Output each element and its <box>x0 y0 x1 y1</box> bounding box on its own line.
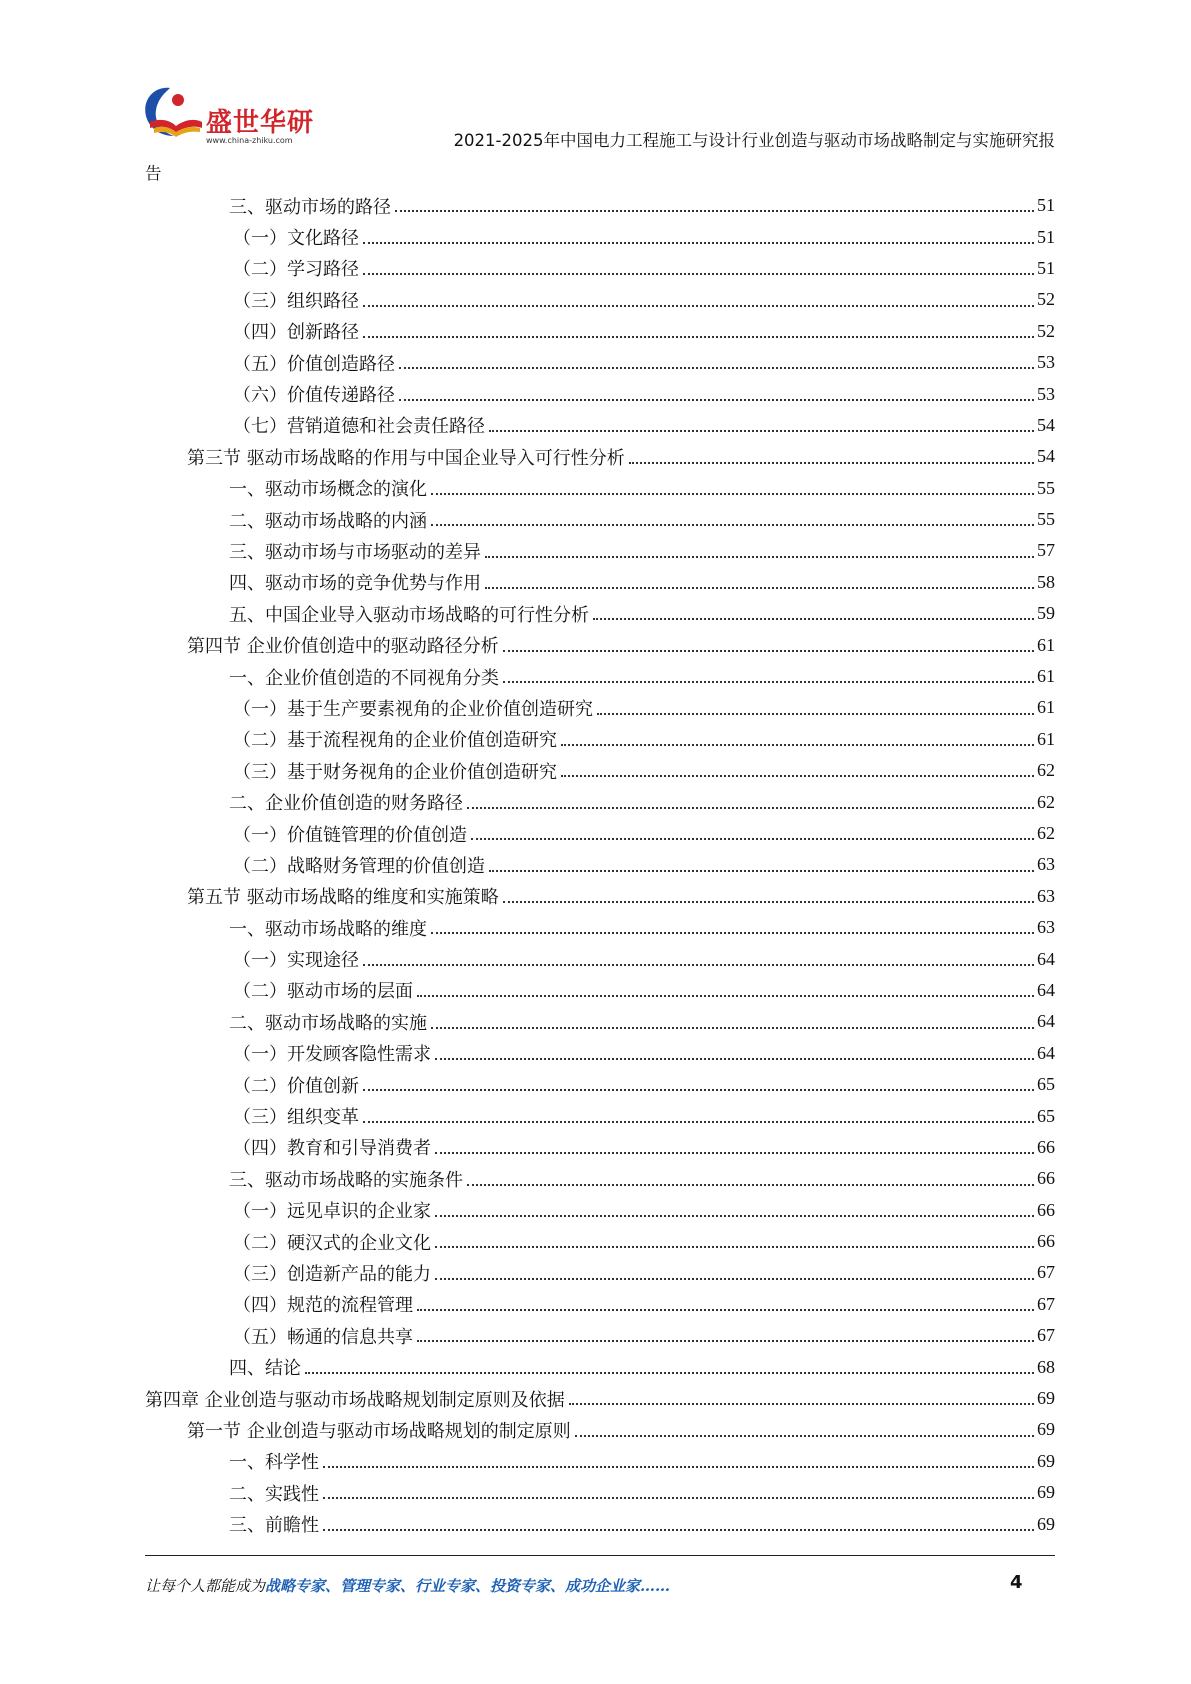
toc-dot-leader <box>435 1151 1034 1154</box>
toc-entry[interactable] <box>145 441 1055 472</box>
toc-entry-title: 三、前瞻性 <box>229 1515 319 1537</box>
toc-entry-title: 四、驱动市场的竞争优势与作用 <box>229 573 481 595</box>
toc-dot-leader <box>435 1245 1034 1248</box>
toc-entry-page: 65 <box>1037 1074 1055 1095</box>
toc-entry-page: 53 <box>1037 383 1055 404</box>
toc-dot-leader <box>435 1277 1034 1280</box>
toc-entry[interactable] <box>145 1226 1055 1257</box>
toc-dot-leader <box>363 335 1034 338</box>
toc-entry-page: 64 <box>1037 948 1055 969</box>
toc-entry-page: 64 <box>1037 1011 1055 1032</box>
toc-entry-title: （一）基于生产要素视角的企业价值创造研究 <box>233 698 593 720</box>
toc-entry-page: 68 <box>1037 1356 1055 1377</box>
toc-entry-title: （二）战略财务管理的价值创造 <box>233 855 485 877</box>
toc-entry-page: 62 <box>1037 823 1055 843</box>
toc-entry[interactable] <box>145 692 1055 723</box>
toc-entry[interactable] <box>145 629 1055 660</box>
report-title <box>145 124 1055 190</box>
toc-entry-page: 64 <box>1037 979 1055 1000</box>
toc-entry-title: 一、科学性 <box>229 1452 319 1474</box>
report-title-line1: 2021-2025年中国电力工程施工与设计行业创造与驱动市场战略制定与实施研究报 <box>453 131 1055 150</box>
toc-entry[interactable] <box>145 473 1055 504</box>
toc-entry-page: 52 <box>1037 289 1055 310</box>
toc-entry-title: （一）远见卓识的企业家 <box>233 1201 431 1223</box>
toc-entry-title: （二）基于流程视角的企业价值创造研究 <box>233 730 557 752</box>
toc-entry[interactable] <box>145 1414 1055 1445</box>
toc-entry[interactable] <box>145 1132 1055 1163</box>
toc-entry-title: 第三节 驱动市场战略的作用与中国企业导入可行性分析 <box>187 447 625 469</box>
toc-entry-title: （四）规范的流程管理 <box>233 1295 413 1317</box>
toc-entry[interactable] <box>145 316 1055 347</box>
toc-entry-title: 第五节 驱动市场战略的维度和实施策略 <box>187 887 499 909</box>
toc-dot-leader <box>593 617 1034 620</box>
toc-entry-title: 第一节 企业创造与驱动市场战略规划的制定原则 <box>187 1420 571 1442</box>
toc-entry-page: 52 <box>1037 320 1055 341</box>
toc-entry-page: 61 <box>1037 728 1055 749</box>
toc-entry[interactable] <box>145 912 1055 943</box>
toc-entry-title: 二、实践性 <box>229 1483 319 1505</box>
toc-dot-leader <box>503 680 1034 683</box>
toc-entry-page: 63 <box>1037 917 1055 938</box>
toc-dot-leader <box>417 1339 1034 1342</box>
toc-entry-page: 54 <box>1037 446 1055 467</box>
toc-entry-title: （二）价值创新 <box>233 1075 359 1097</box>
toc-dot-leader <box>485 586 1034 589</box>
toc-entry[interactable] <box>145 1195 1055 1226</box>
toc-dot-leader <box>431 492 1034 495</box>
footer-slogan <box>145 1575 670 1596</box>
toc-dot-leader <box>467 1183 1034 1186</box>
toc-dot-leader <box>489 429 1034 432</box>
toc-entry-title: （三）组织变革 <box>233 1107 359 1129</box>
toc-entry-page: 62 <box>1037 791 1055 812</box>
toc-dot-leader <box>597 712 1034 715</box>
toc-entry-page: 66 <box>1037 1231 1055 1252</box>
toc-entry[interactable] <box>145 755 1055 786</box>
toc-entry-title: （四）教育和引导消费者 <box>233 1138 431 1160</box>
toc-entry-page: 61 <box>1037 634 1055 655</box>
toc-entry-title: （六）价值传递路径 <box>233 385 395 407</box>
toc-entry-title: （二）学习路径 <box>233 259 359 281</box>
toc-dot-leader <box>417 994 1034 997</box>
toc-entry-title: 一、驱动市场概念的演化 <box>229 479 427 501</box>
toc-entry-title: 第四节 企业价值创造中的驱动路径分析 <box>187 636 499 658</box>
toc-entry-title: 三、驱动市场的路径 <box>229 196 391 218</box>
toc-entry[interactable] <box>145 1257 1055 1288</box>
toc-dot-leader <box>561 774 1034 777</box>
toc-entry[interactable] <box>145 724 1055 755</box>
toc-dot-leader <box>323 1496 1034 1499</box>
toc-entry-page: 66 <box>1037 1136 1055 1157</box>
logo-name: 盛世华研 <box>206 108 315 138</box>
toc-entry[interactable] <box>145 567 1055 598</box>
toc-entry[interactable] <box>145 1446 1055 1477</box>
toc-dot-leader <box>561 743 1034 746</box>
footer-divider <box>145 1555 1055 1556</box>
toc-entry[interactable] <box>145 1289 1055 1320</box>
toc-entry-page: 55 <box>1037 509 1055 530</box>
toc-entry-page: 69 <box>1037 1388 1055 1409</box>
toc-dot-leader <box>395 209 1034 212</box>
toc-entry-page: 69 <box>1037 1513 1055 1534</box>
toc-entry[interactable] <box>145 535 1055 566</box>
toc-entry[interactable] <box>145 1383 1055 1414</box>
toc-entry[interactable] <box>145 378 1055 409</box>
toc-dot-leader <box>503 649 1034 652</box>
toc-entry[interactable] <box>145 347 1055 378</box>
toc-entry[interactable] <box>145 190 1055 221</box>
toc-entry[interactable] <box>145 1477 1055 1508</box>
toc-dot-leader <box>431 931 1034 934</box>
toc-entry-page: 51 <box>1037 257 1055 278</box>
toc-entry-page: 65 <box>1037 1105 1055 1126</box>
toc-entry[interactable] <box>145 221 1055 252</box>
toc-entry-page: 67 <box>1037 1325 1055 1346</box>
toc-entry[interactable] <box>145 975 1055 1006</box>
toc-dot-leader <box>485 555 1034 558</box>
toc-entry[interactable] <box>145 1038 1055 1069</box>
toc-entry-page: 51 <box>1037 226 1055 247</box>
toc-dot-leader <box>363 272 1034 275</box>
toc-entry-title: （一）价值链管理的价值创造 <box>233 824 467 846</box>
toc-dot-leader <box>431 523 1034 526</box>
toc-dot-leader <box>305 1371 1034 1374</box>
toc-entry[interactable] <box>145 1006 1055 1037</box>
toc-entry-page: 51 <box>1037 195 1055 216</box>
page-number: 4 <box>1010 1572 1023 1593</box>
toc-entry-page: 66 <box>1037 1199 1055 1220</box>
toc-entry-page: 63 <box>1037 854 1055 875</box>
toc-dot-leader <box>435 1057 1034 1060</box>
toc-entry-title: 一、驱动市场战略的维度 <box>229 918 427 940</box>
toc-dot-leader <box>629 461 1034 464</box>
toc-entry[interactable] <box>145 410 1055 441</box>
toc-dot-leader <box>363 1120 1034 1123</box>
toc-entry-title: （三）创造新产品的能力 <box>233 1263 431 1285</box>
toc-entry-page: 59 <box>1037 603 1055 624</box>
toc-entry[interactable] <box>145 943 1055 974</box>
toc-entry[interactable] <box>145 786 1055 817</box>
toc-dot-leader <box>363 963 1034 966</box>
toc-dot-leader <box>431 1026 1034 1029</box>
toc-entry[interactable] <box>145 1351 1055 1382</box>
toc-dot-leader <box>363 1088 1034 1091</box>
toc-entry[interactable] <box>145 881 1055 912</box>
toc-dot-leader <box>503 900 1034 903</box>
toc-entry[interactable] <box>145 598 1055 629</box>
toc-entry-page: 69 <box>1037 1419 1055 1440</box>
toc-entry-title: 二、驱动市场战略的内涵 <box>229 510 427 532</box>
toc-entry[interactable] <box>145 1100 1055 1131</box>
toc-entry-page: 53 <box>1037 352 1055 373</box>
toc-entry-page: 64 <box>1037 1042 1055 1063</box>
footer-slogan-prefix: 让每个人都能成为 <box>145 1577 266 1595</box>
toc-entry-title: 一、企业价值创造的不同视角分类 <box>229 667 499 689</box>
toc-entry-title: （一）实现途径 <box>233 950 359 972</box>
toc-entry-page: 54 <box>1037 414 1055 435</box>
toc-entry-title: 五、中国企业导入驱动市场战略的可行性分析 <box>229 604 589 626</box>
toc-dot-leader <box>399 398 1034 401</box>
toc-entry[interactable] <box>145 1320 1055 1351</box>
toc-entry-title: （一）文化路径 <box>233 228 359 250</box>
toc-entry-page: 57 <box>1037 540 1055 561</box>
table-of-contents <box>145 190 1055 1540</box>
logo-url: www.china-zhiku.com <box>206 136 293 145</box>
report-title-line2: 告 <box>145 164 162 183</box>
toc-dot-leader <box>399 366 1034 369</box>
toc-entry-page: 63 <box>1037 885 1055 906</box>
toc-entry-title: （五）畅通的信息共享 <box>233 1326 413 1348</box>
toc-entry-title: （七）营销道德和社会责任路径 <box>233 416 485 438</box>
toc-entry[interactable] <box>145 818 1055 849</box>
toc-dot-leader <box>417 1308 1034 1311</box>
toc-dot-leader <box>489 869 1034 872</box>
toc-entry-title: （三）基于财务视角的企业价值创造研究 <box>233 761 557 783</box>
toc-entry-page: 61 <box>1037 697 1055 718</box>
toc-entry-page: 62 <box>1037 760 1055 781</box>
toc-dot-leader <box>435 1214 1034 1217</box>
toc-entry[interactable] <box>145 849 1055 880</box>
toc-entry[interactable] <box>145 1508 1055 1539</box>
toc-entry-title: （三）组织路径 <box>233 290 359 312</box>
toc-entry-title: （二）硬汉式的企业文化 <box>233 1232 431 1254</box>
toc-entry-title: 第四章 企业创造与驱动市场战略规划制定原则及依据 <box>145 1389 565 1411</box>
toc-entry-title: 三、驱动市场与市场驱动的差异 <box>229 541 481 563</box>
toc-entry[interactable] <box>145 1163 1055 1194</box>
toc-entry-title: （四）创新路径 <box>233 322 359 344</box>
toc-entry-page: 69 <box>1037 1482 1055 1503</box>
toc-entry-page: 69 <box>1037 1450 1055 1471</box>
toc-entry-page: 66 <box>1037 1168 1055 1189</box>
toc-dot-leader <box>363 304 1034 307</box>
toc-entry[interactable] <box>145 1069 1055 1100</box>
toc-entry-page: 58 <box>1037 571 1055 592</box>
toc-entry-title: 二、驱动市场战略的实施 <box>229 1012 427 1034</box>
toc-dot-leader <box>569 1402 1034 1405</box>
toc-dot-leader <box>471 837 1034 840</box>
toc-entry-title: （五）价值创造路径 <box>233 353 395 375</box>
toc-dot-leader <box>575 1434 1034 1437</box>
toc-dot-leader <box>323 1465 1034 1468</box>
toc-entry-title: （一）开发顾客隐性需求 <box>233 1044 431 1066</box>
toc-entry-page: 67 <box>1037 1262 1055 1283</box>
toc-dot-leader <box>363 241 1034 244</box>
toc-entry-title: 二、企业价值创造的财务路径 <box>229 793 463 815</box>
toc-entry-title: （二）驱动市场的层面 <box>233 981 413 1003</box>
toc-entry-page: 61 <box>1037 666 1055 687</box>
toc-entry[interactable] <box>145 253 1055 284</box>
toc-entry-title: 四、结论 <box>229 1358 301 1380</box>
toc-entry[interactable] <box>145 284 1055 315</box>
toc-entry[interactable] <box>145 661 1055 692</box>
toc-dot-leader <box>467 806 1034 809</box>
footer-slogan-highlight: 战略专家、管理专家、行业专家、投资专家、成功企业家…… <box>265 1577 671 1595</box>
toc-dot-leader <box>323 1528 1034 1531</box>
toc-entry[interactable] <box>145 504 1055 535</box>
toc-entry-page: 55 <box>1037 477 1055 498</box>
toc-entry-page: 67 <box>1037 1293 1055 1314</box>
toc-entry-title: 三、驱动市场战略的实施条件 <box>229 1169 463 1191</box>
